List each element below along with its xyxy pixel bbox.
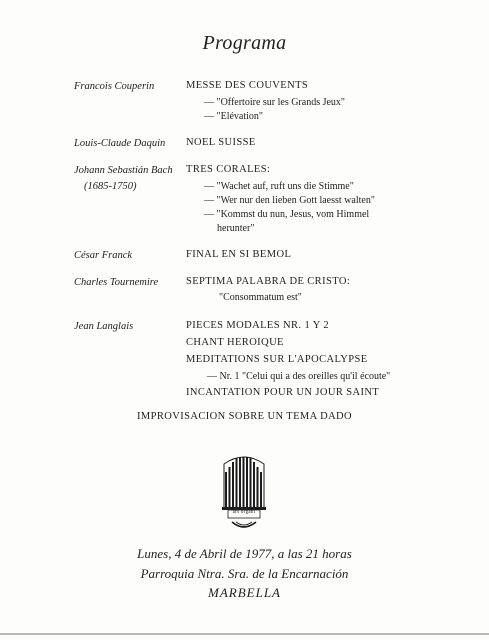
page-title: Programa (202, 32, 287, 54)
movement-item: — "Elévation" (204, 111, 263, 122)
work-title: SEPTIMA PALABRA DE CRISTO: (186, 276, 351, 287)
composer-name: Louis-Claude Daquin (74, 138, 166, 149)
movement-item: "Consommatum est" (219, 292, 302, 303)
page-edge (0, 633, 489, 635)
composer-name: Charles Tournemire (74, 277, 159, 288)
movement-item: — "Offertoire sur les Grands Jeux" (204, 97, 346, 108)
movement-item: — "Wachet auf, ruft uns die Stimme" (204, 181, 354, 192)
composer-name: Francois Couperin (74, 81, 155, 92)
work-title: MEDITATIONS SUR L'APOCALYPSE (186, 354, 368, 365)
composer-name: Jean Langlais (74, 321, 134, 332)
work-title: INCANTATION POUR UN JOUR SAINT (186, 387, 380, 398)
emblem-caption: ars organi (232, 510, 256, 515)
composer-dates: (1685-1750) (84, 181, 137, 192)
composer-name: César Franck (74, 250, 133, 261)
organ-emblem (214, 452, 274, 536)
movement-item: — Nr. 1 "Celui qui a des oreilles qu'il écoute" (207, 371, 391, 382)
work-title: PIECES MODALES NR. 1 Y 2 (186, 320, 329, 331)
work-title: CHANT HEROIQUE (186, 337, 284, 348)
composer-name: Johann Sebastián Bach (74, 165, 173, 176)
work-title: FINAL EN SI BEMOL (186, 249, 292, 260)
work-title: MESSE DES COUVENTS (186, 80, 309, 91)
event-city: MARBELLA (208, 585, 281, 600)
work-title: NOEL SUISSE (186, 137, 256, 148)
improvisation-line: IMPROVISACION SOBRE UN TEMA DADO (136, 411, 353, 422)
movement-item: — "Wer nur den lieben Gott laesst walten" (204, 195, 375, 206)
organ-pipes-icon (214, 452, 274, 536)
event-date: Lunes, 4 de Abril de 1977, a las 21 horas (137, 546, 352, 561)
event-venue: Parroquia Ntra. Sra. de la Encarnación (140, 566, 349, 581)
work-title: TRES CORALES: (186, 164, 271, 175)
movement-item: herunter" (217, 223, 255, 234)
movement-item: — "Kommst du nun, Jesus, vom Himmel (204, 209, 370, 220)
